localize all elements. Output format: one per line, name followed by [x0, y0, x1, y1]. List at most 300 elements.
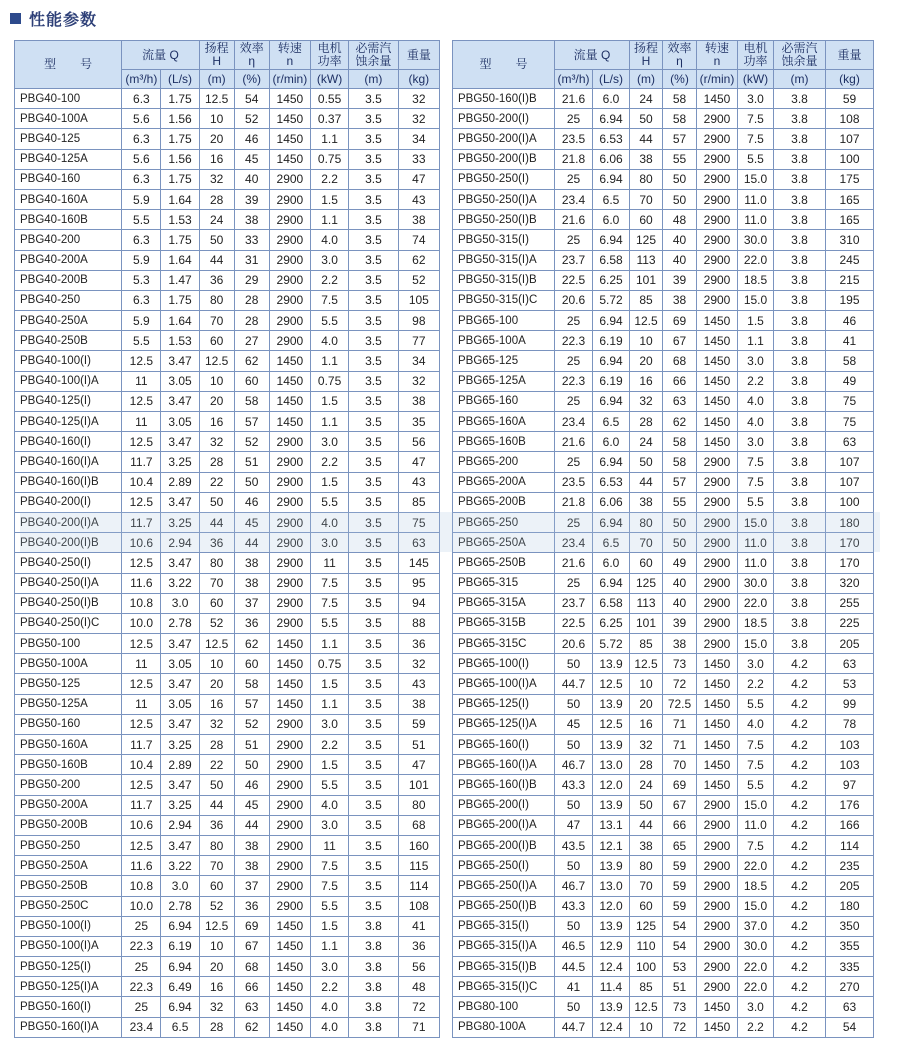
- model-cell: PBG65-100A: [453, 331, 555, 351]
- head-cell: 80: [199, 553, 234, 573]
- weight-cell: 99: [826, 694, 874, 714]
- model-cell: PBG50-160A: [15, 735, 122, 755]
- weight-cell: 170: [826, 553, 874, 573]
- weight-cell: 114: [826, 835, 874, 855]
- flow-m3h-cell: 5.5: [122, 331, 161, 351]
- flow-m3h-cell: 21.8: [555, 492, 593, 512]
- model-cell: PBG65-250A: [453, 533, 555, 553]
- flow-m3h-cell: 10.0: [122, 613, 161, 633]
- weight-cell: 165: [826, 210, 874, 230]
- efficiency-cell: 72.5: [663, 694, 697, 714]
- weight-cell: 41: [398, 916, 439, 936]
- npsh-cell: 3.5: [349, 149, 399, 169]
- power-cell: 1.1: [311, 936, 349, 956]
- flow-ls-cell: 12.0: [593, 896, 630, 916]
- head-cell: 32: [199, 169, 234, 189]
- head-cell: 85: [630, 634, 663, 654]
- power-cell: 7.5: [311, 290, 349, 310]
- flow-ls-cell: 2.94: [161, 815, 199, 835]
- speed-cell: 2900: [269, 876, 310, 896]
- weight-cell: 63: [826, 997, 874, 1017]
- head-cell: 12.5: [630, 997, 663, 1017]
- flow-ls-cell: 3.47: [161, 391, 199, 411]
- flow-m3h-cell: 6.3: [122, 129, 161, 149]
- flow-ls-cell: 13.9: [593, 856, 630, 876]
- head-cell: 44: [199, 795, 234, 815]
- head-cell: 12.5: [199, 634, 234, 654]
- npsh-cell: 3.5: [349, 351, 399, 371]
- flow-ls-cell: 6.94: [593, 391, 630, 411]
- flow-m3h-cell: 23.4: [122, 1017, 161, 1037]
- table-row: [453, 795, 874, 815]
- efficiency-cell: 68: [663, 351, 697, 371]
- efficiency-cell: 46: [234, 775, 269, 795]
- power-cell: 1.1: [311, 634, 349, 654]
- power-cell: 4.0: [311, 331, 349, 351]
- table-row: [453, 89, 874, 109]
- efficiency-cell: 46: [234, 129, 269, 149]
- power-cell: 4.0: [738, 391, 774, 411]
- npsh-cell: 3.8: [774, 634, 826, 654]
- head-cell: 22: [199, 472, 234, 492]
- power-cell: 1.5: [311, 189, 349, 209]
- head-cell: 80: [630, 512, 663, 532]
- speed-cell: 2900: [269, 835, 310, 855]
- head-cell: 20: [199, 391, 234, 411]
- efficiency-cell: 44: [234, 815, 269, 835]
- head-cell: 28: [630, 755, 663, 775]
- flow-ls-cell: 1.53: [161, 331, 199, 351]
- efficiency-cell: 46: [234, 492, 269, 512]
- table-row: [453, 311, 874, 331]
- table-row: [15, 634, 440, 654]
- flow-m3h-cell: 47: [555, 815, 593, 835]
- efficiency-cell: 49: [663, 553, 697, 573]
- head-cell: 113: [630, 250, 663, 270]
- efficiency-cell: 55: [663, 492, 697, 512]
- model-cell: PBG65-200B: [453, 492, 555, 512]
- efficiency-cell: 50: [663, 512, 697, 532]
- npsh-cell: 4.2: [774, 896, 826, 916]
- weight-cell: 32: [398, 109, 439, 129]
- table-row: [15, 270, 440, 290]
- flow-m3h-cell: 23.4: [555, 189, 593, 209]
- model-cell: PBG65-160(I)A: [453, 755, 555, 775]
- table-row: [15, 714, 440, 734]
- power-cell: 15.0: [738, 512, 774, 532]
- flow-ls-cell: 2.78: [161, 613, 199, 633]
- head-cell: 60: [630, 210, 663, 230]
- power-unit: (kW): [311, 70, 349, 89]
- efficiency-cell: 33: [234, 230, 269, 250]
- table-row: [15, 290, 440, 310]
- head-cell: 125: [630, 573, 663, 593]
- weight-cell: 78: [826, 714, 874, 734]
- efficiency-cell: 59: [663, 856, 697, 876]
- head-cell: 60: [630, 896, 663, 916]
- flow-ls-cell: 13.1: [593, 815, 630, 835]
- power-cell: 2.2: [311, 452, 349, 472]
- speed-cell: 2900: [697, 593, 738, 613]
- speed-cell: 2900: [697, 149, 738, 169]
- table-row: [15, 977, 440, 997]
- flow-ls-cell: 3.05: [161, 412, 199, 432]
- speed-cell: 1450: [269, 936, 310, 956]
- table-row: [453, 432, 874, 452]
- speed-cell: 2900: [697, 876, 738, 896]
- head-cell: 80: [630, 169, 663, 189]
- table-row: [453, 129, 874, 149]
- table-row: [15, 795, 440, 815]
- weight-cell: 103: [826, 755, 874, 775]
- weight-unit: (kg): [398, 70, 439, 89]
- flow-header: 流量 Q: [555, 41, 630, 70]
- table-row: [453, 775, 874, 795]
- flow-ls-cell: 6.19: [593, 331, 630, 351]
- power-cell: 5.5: [311, 613, 349, 633]
- flow-m3h-cell: 50: [555, 795, 593, 815]
- weight-header: 重量: [826, 41, 874, 70]
- power-cell: 1.5: [738, 311, 774, 331]
- efficiency-cell: 71: [663, 714, 697, 734]
- table-row: [15, 775, 440, 795]
- head-cell: 32: [199, 997, 234, 1017]
- efficiency-cell: 67: [663, 795, 697, 815]
- flow-m3h-cell: 12.5: [122, 775, 161, 795]
- table-row: [453, 290, 874, 310]
- table-row: [453, 371, 874, 391]
- efficiency-unit: (%): [234, 70, 269, 89]
- npsh-cell: 3.8: [774, 250, 826, 270]
- flow-ls-cell: 13.9: [593, 735, 630, 755]
- speed-unit: (r/min): [697, 70, 738, 89]
- flow-ls-cell: 6.0: [593, 210, 630, 230]
- speed-cell: 1450: [697, 371, 738, 391]
- power-cell: 4.0: [311, 795, 349, 815]
- efficiency-cell: 68: [234, 957, 269, 977]
- head-cell: 80: [199, 835, 234, 855]
- flow-ls-cell: 3.25: [161, 735, 199, 755]
- power-cell: 5.5: [311, 311, 349, 331]
- model-cell: PBG65-250B: [453, 553, 555, 573]
- head-cell: 60: [630, 553, 663, 573]
- model-cell: PBG40-250: [15, 290, 122, 310]
- flow-ls-cell: 13.9: [593, 795, 630, 815]
- flow-m3h-cell: 12.5: [122, 714, 161, 734]
- power-cell: 7.5: [738, 472, 774, 492]
- weight-cell: 101: [398, 775, 439, 795]
- efficiency-cell: 57: [234, 412, 269, 432]
- flow-m3h-cell: 23.5: [555, 129, 593, 149]
- speed-cell: 2900: [697, 957, 738, 977]
- model-cell: PBG40-160(I)A: [15, 452, 122, 472]
- table-row: [15, 593, 440, 613]
- table-row: [453, 936, 874, 956]
- speed-cell: 2900: [269, 452, 310, 472]
- flow-ls-cell: 3.47: [161, 674, 199, 694]
- speed-cell: 1450: [269, 634, 310, 654]
- flow-ls-cell: 6.0: [593, 89, 630, 109]
- weight-unit: (kg): [826, 70, 874, 89]
- power-cell: 3.0: [738, 351, 774, 371]
- head-cell: 10: [630, 674, 663, 694]
- head-cell: 38: [630, 492, 663, 512]
- section-title: 性能参数: [29, 9, 98, 29]
- model-cell: PBG50-315(I)A: [453, 250, 555, 270]
- table-row: [453, 654, 874, 674]
- model-cell: PBG40-125(I): [15, 391, 122, 411]
- head-cell: 44: [199, 250, 234, 270]
- npsh-cell: 3.8: [774, 149, 826, 169]
- speed-cell: 2900: [697, 573, 738, 593]
- speed-cell: 2900: [269, 613, 310, 633]
- npsh-cell: 3.8: [774, 230, 826, 250]
- speed-cell: 2900: [269, 290, 310, 310]
- table-row: [15, 997, 440, 1017]
- flow-ls-cell: 6.5: [593, 189, 630, 209]
- flow-m3h-cell: 22.3: [122, 977, 161, 997]
- table-row: [453, 674, 874, 694]
- table-row: [15, 230, 440, 250]
- speed-cell: 1450: [269, 412, 310, 432]
- speed-cell: 2900: [269, 250, 310, 270]
- npsh-cell: 3.5: [349, 876, 399, 896]
- flow-m3h-cell: 12.5: [122, 835, 161, 855]
- npsh-cell: 3.8: [774, 432, 826, 452]
- flow-ls-cell: 13.0: [593, 755, 630, 775]
- model-cell: PBG65-100(I)A: [453, 674, 555, 694]
- efficiency-header: 效率 η: [234, 41, 269, 70]
- npsh-cell: 3.8: [774, 270, 826, 290]
- flow-m3h-cell: 23.7: [555, 250, 593, 270]
- weight-cell: 43: [398, 674, 439, 694]
- head-cell: 10: [199, 654, 234, 674]
- head-cell: 28: [199, 452, 234, 472]
- model-cell: PBG50-200: [15, 775, 122, 795]
- npsh-cell: 4.2: [774, 835, 826, 855]
- power-cell: 30.0: [738, 573, 774, 593]
- speed-cell: 2900: [269, 331, 310, 351]
- efficiency-cell: 51: [234, 735, 269, 755]
- head-cell: 70: [199, 573, 234, 593]
- weight-cell: 108: [398, 896, 439, 916]
- head-cell: 16: [630, 371, 663, 391]
- head-cell: 113: [630, 593, 663, 613]
- weight-cell: 56: [398, 957, 439, 977]
- flow-ls-cell: 1.56: [161, 109, 199, 129]
- power-cell: 1.5: [311, 674, 349, 694]
- model-cell: PBG40-125: [15, 129, 122, 149]
- flow-m3h-cell: 46.7: [555, 755, 593, 775]
- flow-m3h-cell: 11.6: [122, 573, 161, 593]
- table-row: [15, 89, 440, 109]
- efficiency-cell: 58: [663, 109, 697, 129]
- table-row: [15, 149, 440, 169]
- table-row: [453, 755, 874, 775]
- npsh-cell: 3.5: [349, 613, 399, 633]
- head-cell: 16: [199, 694, 234, 714]
- npsh-cell: 3.5: [349, 775, 399, 795]
- npsh-cell: 3.8: [774, 573, 826, 593]
- power-cell: 7.5: [311, 573, 349, 593]
- npsh-cell: 3.5: [349, 432, 399, 452]
- power-cell: 3.0: [311, 432, 349, 452]
- efficiency-cell: 59: [663, 896, 697, 916]
- npsh-cell: 3.5: [349, 714, 399, 734]
- model-cell: PBG40-250(I)A: [15, 573, 122, 593]
- flow-ls-cell: 6.58: [593, 250, 630, 270]
- speed-cell: 1450: [697, 674, 738, 694]
- speed-cell: 1450: [269, 694, 310, 714]
- model-cell: PBG50-315(I): [453, 230, 555, 250]
- flow-ls-cell: 2.78: [161, 896, 199, 916]
- npsh-cell: 3.8: [349, 957, 399, 977]
- weight-cell: 95: [398, 573, 439, 593]
- npsh-cell: 3.5: [349, 331, 399, 351]
- weight-cell: 51: [398, 735, 439, 755]
- head-cell: 50: [630, 452, 663, 472]
- flow-m3h-cell: 10.4: [122, 755, 161, 775]
- speed-cell: 2900: [697, 795, 738, 815]
- efficiency-cell: 58: [234, 391, 269, 411]
- table-row: [15, 553, 440, 573]
- npsh-cell: 3.5: [349, 290, 399, 310]
- table-row: [15, 1017, 440, 1037]
- speed-cell: 1450: [269, 977, 310, 997]
- flow-ls-cell: 1.75: [161, 89, 199, 109]
- model-header: 型 号: [15, 41, 122, 89]
- model-cell: PBG50-200(I): [453, 109, 555, 129]
- power-cell: 11.0: [738, 533, 774, 553]
- power-cell: 30.0: [738, 230, 774, 250]
- speed-cell: 2900: [697, 533, 738, 553]
- model-cell: PBG50-200B: [15, 815, 122, 835]
- weight-cell: 54: [826, 1017, 874, 1037]
- model-cell: PBG40-250(I): [15, 553, 122, 573]
- table-row: [15, 815, 440, 835]
- efficiency-cell: 58: [663, 89, 697, 109]
- table-row: [15, 936, 440, 956]
- speed-cell: 2900: [697, 129, 738, 149]
- power-cell: 3.0: [738, 654, 774, 674]
- table-row: [15, 351, 440, 371]
- flow-m3h-cell: 20.6: [555, 290, 593, 310]
- flow-ls-cell: 6.06: [593, 492, 630, 512]
- table-row: [15, 472, 440, 492]
- table-row: [453, 512, 874, 532]
- npsh-cell: 3.8: [774, 189, 826, 209]
- table-row: [453, 109, 874, 129]
- power-cell: 4.0: [311, 512, 349, 532]
- head-cell: 20: [630, 351, 663, 371]
- head-cell: 44: [630, 129, 663, 149]
- table-row: [453, 916, 874, 936]
- table-row: [15, 876, 440, 896]
- efficiency-cell: 58: [663, 452, 697, 472]
- speed-cell: 1450: [269, 109, 310, 129]
- npsh-cell: 4.2: [774, 1017, 826, 1037]
- speed-cell: 2900: [697, 634, 738, 654]
- flow-ls-cell: 6.94: [161, 957, 199, 977]
- speed-cell: 2900: [269, 189, 310, 209]
- weight-cell: 320: [826, 573, 874, 593]
- efficiency-cell: 29: [234, 270, 269, 290]
- efficiency-cell: 69: [663, 311, 697, 331]
- head-cell: 32: [199, 432, 234, 452]
- speed-cell: 2900: [269, 169, 310, 189]
- weight-cell: 63: [826, 654, 874, 674]
- npsh-cell: 3.5: [349, 311, 399, 331]
- efficiency-unit: (%): [663, 70, 697, 89]
- table-row: [453, 735, 874, 755]
- table-row: [453, 230, 874, 250]
- flow-ls-cell: 13.0: [593, 876, 630, 896]
- efficiency-cell: 45: [234, 512, 269, 532]
- power-cell: 4.0: [738, 412, 774, 432]
- head-cell: 24: [630, 775, 663, 795]
- table-row: [453, 957, 874, 977]
- npsh-cell: 3.5: [349, 230, 399, 250]
- speed-cell: 2900: [269, 311, 310, 331]
- efficiency-cell: 36: [234, 896, 269, 916]
- weight-cell: 48: [398, 977, 439, 997]
- table-row: [15, 835, 440, 855]
- speed-cell: 1450: [269, 129, 310, 149]
- power-cell: 15.0: [738, 896, 774, 916]
- efficiency-cell: 37: [234, 876, 269, 896]
- weight-cell: 235: [826, 856, 874, 876]
- flow-m3h-cell: 22.5: [555, 613, 593, 633]
- efficiency-cell: 70: [663, 755, 697, 775]
- efficiency-cell: 73: [663, 997, 697, 1017]
- weight-cell: 115: [398, 856, 439, 876]
- power-cell: 7.5: [738, 835, 774, 855]
- efficiency-cell: 71: [663, 735, 697, 755]
- model-cell: PBG40-250(I)B: [15, 593, 122, 613]
- table-row: [15, 613, 440, 633]
- power-cell: 18.5: [738, 876, 774, 896]
- efficiency-cell: 55: [663, 149, 697, 169]
- head-cell: 12.5: [630, 654, 663, 674]
- flow-m3h-cell: 22.5: [555, 270, 593, 290]
- efficiency-cell: 67: [663, 331, 697, 351]
- head-cell: 12.5: [199, 351, 234, 371]
- model-cell: PBG50-200A: [15, 795, 122, 815]
- table-row: [453, 835, 874, 855]
- power-cell: 11.0: [738, 210, 774, 230]
- flow-ls-cell: 6.19: [593, 371, 630, 391]
- npsh-cell: 4.2: [774, 957, 826, 977]
- weight-cell: 32: [398, 89, 439, 109]
- model-cell: PBG50-160: [15, 714, 122, 734]
- efficiency-cell: 40: [663, 230, 697, 250]
- weight-cell: 75: [826, 412, 874, 432]
- flow-ls-cell: 3.25: [161, 512, 199, 532]
- speed-cell: 2900: [697, 815, 738, 835]
- weight-cell: 43: [398, 472, 439, 492]
- head-cell: 32: [199, 714, 234, 734]
- speed-cell: 2900: [697, 169, 738, 189]
- model-cell: PBG50-125A: [15, 694, 122, 714]
- head-cell: 28: [199, 735, 234, 755]
- efficiency-cell: 54: [663, 916, 697, 936]
- table-row: [15, 957, 440, 977]
- npsh-cell: 3.5: [349, 189, 399, 209]
- power-cell: 4.0: [311, 997, 349, 1017]
- table-row: [15, 856, 440, 876]
- efficiency-cell: 51: [663, 977, 697, 997]
- flow-ls-cell: 3.47: [161, 775, 199, 795]
